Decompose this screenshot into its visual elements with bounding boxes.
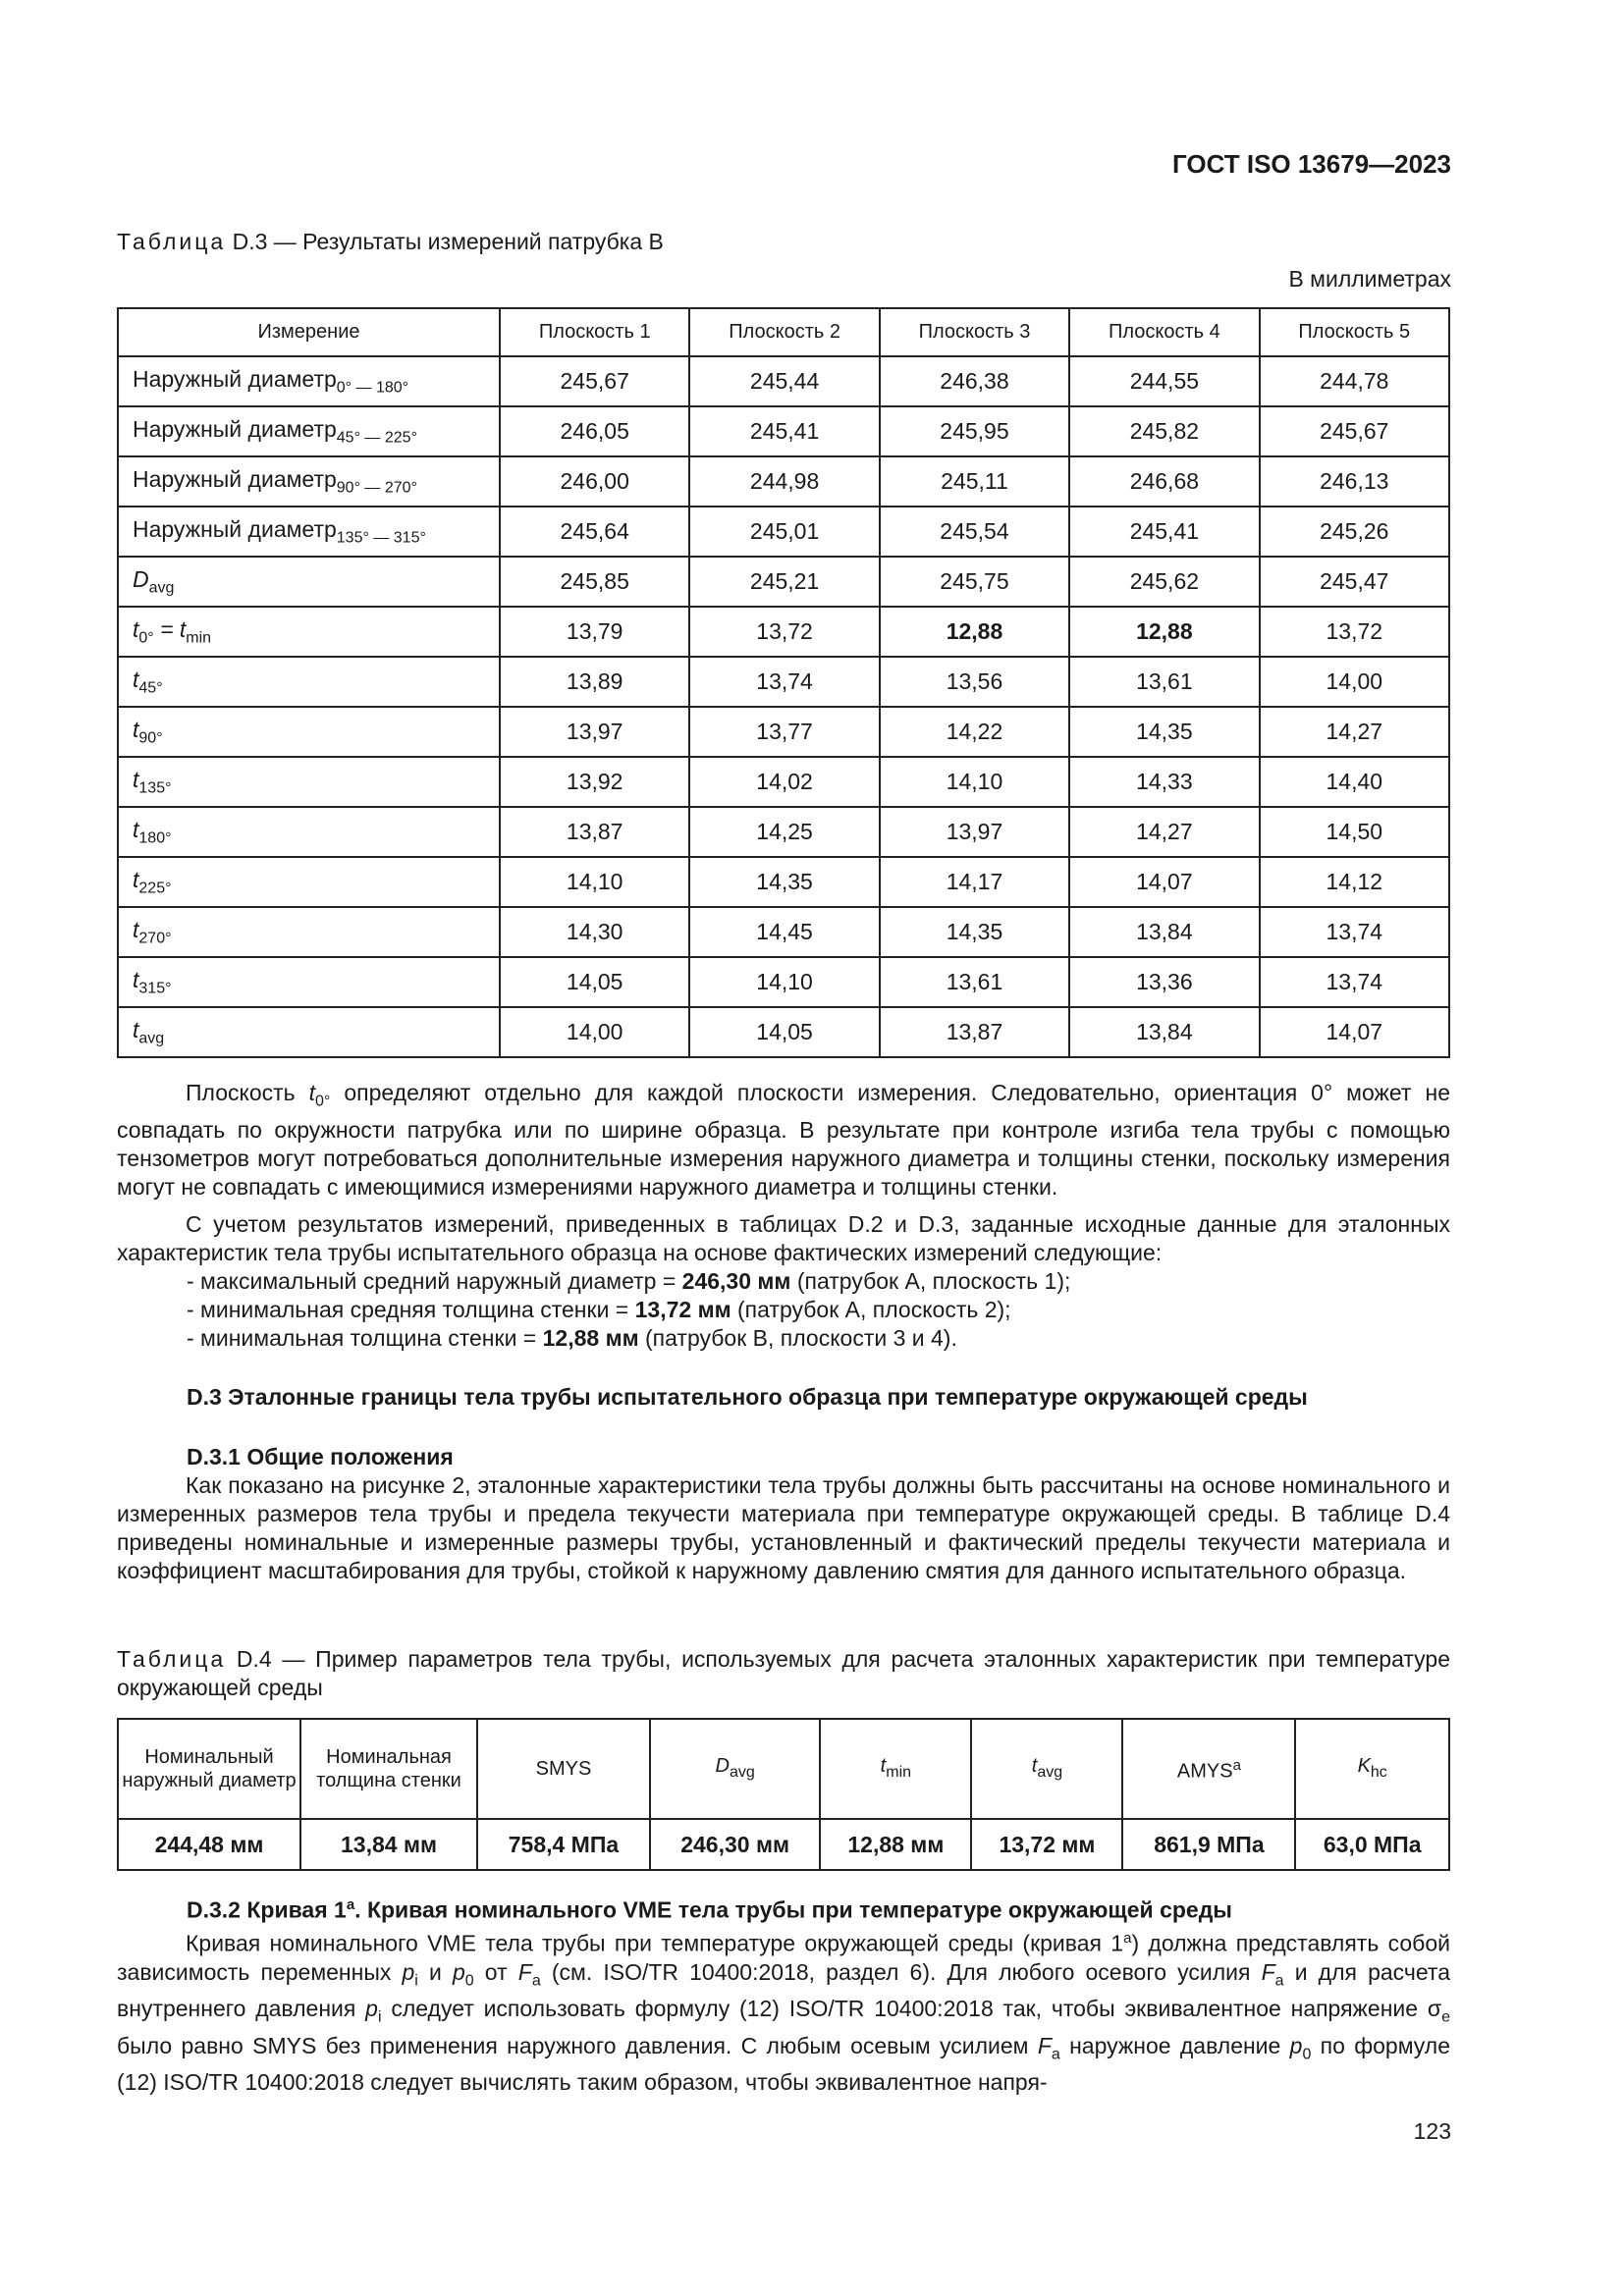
row-label: $t_{180^\circ}$ (118, 807, 500, 857)
list-item: - минимальная толщина стенки = 12,88 мм (патрубок В, плоскости 3 и 4). (187, 1325, 957, 1351)
table-cell: 13,97 (500, 707, 689, 757)
table-row (118, 957, 1449, 1007)
table-cell: 12,88 (880, 607, 1069, 657)
table-row (118, 356, 1449, 406)
table-cell: 245,47 (1260, 557, 1449, 607)
table-cell: 13,79 (500, 607, 689, 657)
column-header: $t_{avg}$ (971, 1719, 1122, 1819)
table-cell: 14,07 (1069, 857, 1259, 907)
table-row (118, 507, 1449, 557)
column-header: Плоскость 5 (1260, 308, 1449, 356)
row-label: Наружный диаметр$_{45^\circ — 225^\circ}$ (118, 406, 500, 456)
table-cell: 13,74 (1260, 907, 1449, 957)
column-header: Номинальный наружный диаметр (118, 1719, 300, 1819)
table-row (118, 557, 1449, 607)
table-cell: 14,00 (500, 1007, 689, 1057)
caption-prefix: Таблица (117, 1646, 227, 1672)
table-cell: 245,75 (880, 557, 1069, 607)
table-cell: 244,48 мм (118, 1819, 300, 1870)
table-cell: 246,13 (1260, 456, 1449, 507)
table-cell: 14,35 (689, 857, 879, 907)
table-cell: 13,74 (1260, 957, 1449, 1007)
column-header: AMYS$^a$ (1122, 1719, 1295, 1819)
table-d3-units: В миллиметрах (1288, 266, 1451, 292)
caption-prefix: Таблица (117, 229, 227, 254)
column-header: $D_{avg}$ (650, 1719, 820, 1819)
list-item: - минимальная средняя толщина стенки = 13,72 мм (патрубок А, плоскость 2); (187, 1297, 1011, 1322)
table-cell: 13,87 (500, 807, 689, 857)
table-cell: 13,84 (1069, 1007, 1259, 1057)
table-cell: 245,44 (689, 356, 879, 406)
column-header: $K_{hc}$ (1295, 1719, 1449, 1819)
table-cell: 246,00 (500, 456, 689, 507)
table-cell: 245,85 (500, 557, 689, 607)
table-cell: 14,27 (1260, 707, 1449, 757)
row-label: $t_{avg}$ (118, 1007, 500, 1057)
table-row (118, 707, 1449, 757)
table-cell: 13,92 (500, 757, 689, 807)
table-cell: 14,10 (880, 757, 1069, 807)
row-label: $D_{avg}$ (118, 557, 500, 607)
table-d3-caption (117, 227, 664, 256)
table-cell: 63,0 МПа (1295, 1819, 1449, 1870)
column-header: $t_{min}$ (820, 1719, 971, 1819)
page-number: 123 (1413, 2118, 1451, 2144)
table-cell: 246,38 (880, 356, 1069, 406)
table-row (118, 1007, 1449, 1057)
table-d4 (117, 1718, 1450, 1871)
table-cell: 13,36 (1069, 957, 1259, 1007)
table-cell: 14,00 (1260, 657, 1449, 707)
table-cell: 245,67 (500, 356, 689, 406)
table-header-row (118, 1719, 1449, 1819)
table-cell: 245,26 (1260, 507, 1449, 557)
table-cell: 245,01 (689, 507, 879, 557)
table-cell: 13,84 (1069, 907, 1259, 957)
table-cell: 13,61 (880, 957, 1069, 1007)
row-label: $t_{225^\circ}$ (118, 857, 500, 907)
paragraph-curve-1: Кривая номинального VME тела трубы при температуре окружающей среды (кривая 1$^a$) должна представлять собой зависимость переменных $p_i$ и $p_0$ от $F_a$ (см. ISO/TR 10400:2018, раздел 6). Для любого осевого усилия $F_a$ и для расчета внутреннего давления $p_i$ следует использовать формулу (12) ISO/TR 10400:2018 так, чтобы эквивалентное напряжение $\sigma_e$ было равно SMYS без применения наружного давления. С любым осевым усилием $F_a$ наружное давление $p_0$ по формуле (12) ISO/TR 10400:2018 следует вычислять таким образом, чтобы эквивалентное напря- (117, 1930, 1451, 2096)
table-cell: 14,02 (689, 757, 879, 807)
table-row (118, 456, 1449, 507)
document-code: ГОСТ ISO 13679—2023 (1171, 149, 1451, 179)
table-cell: 13,89 (500, 657, 689, 707)
table-cell: 14,07 (1260, 1007, 1449, 1057)
table-d3 (117, 307, 1450, 1058)
table-cell: 245,64 (500, 507, 689, 557)
table-cell: 245,82 (1069, 406, 1259, 456)
table-row (118, 757, 1449, 807)
table-cell: 14,33 (1069, 757, 1259, 807)
table-cell: 14,50 (1260, 807, 1449, 857)
table-cell: 246,30 мм (650, 1819, 820, 1870)
list-item: - максимальный средний наружный диаметр = 246,30 мм (патрубок А, плоскость 1); (187, 1268, 1071, 1294)
table-row (118, 807, 1449, 857)
table-cell: 244,78 (1260, 356, 1449, 406)
paragraph-general: Как показано на рисунке 2, эталонные характеристики тела трубы должны быть рассчитаны на основе номинального и измеренных размеров тела трубы и предела текучести материала при температуре окружающей среды. В таблице D.4 приведены номинальные и измеренные размеры трубы, установленный и фактический пределы текучести материала и коэффициент масштабирования для трубы, стойкой к наружному давлению смятия для данного испытательного образца. (117, 1472, 1450, 1583)
table-cell: 14,05 (500, 957, 689, 1007)
table-cell: 244,55 (1069, 356, 1259, 406)
row-label: $t_{270^\circ}$ (118, 907, 500, 957)
table-cell: 12,88 мм (820, 1819, 971, 1870)
section-heading-d32: D.3.2 Кривая 1$^a$. Кривая номинального VME тела трубы при температуре окружающей среды (187, 1896, 1232, 1923)
table-cell: 14,35 (1069, 707, 1259, 757)
table-cell: 14,45 (689, 907, 879, 957)
table-cell: 13,74 (689, 657, 879, 707)
table-cell: 245,67 (1260, 406, 1449, 456)
column-header: Номинальная толщина стенки (300, 1719, 477, 1819)
table-cell: 14,25 (689, 807, 879, 857)
table-cell: 14,30 (500, 907, 689, 957)
table-d4-caption (117, 1645, 1450, 1702)
table-cell: 246,68 (1069, 456, 1259, 507)
table-cell: 13,77 (689, 707, 879, 757)
row-label: Наружный диаметр$_{135^\circ — 315^\circ}$ (118, 507, 500, 557)
paragraph-plane-note: Плоскость $t_{0^\circ}$ определяют отдельно для каждой плоскости измерения. Следовательно, ориентация 0° может не совпадать по окружности патрубка или по ширине образца. В результате при контроле изгиба тела трубы с помощью тензометров могут потребоваться дополнительные измерения наружного диаметра и толщины стенки, поскольку измерения могут не совпадать с имеющимися измерениями наружного диаметра и толщины стенки. (117, 1080, 1450, 1200)
row-label: $t_{90^\circ}$ (118, 707, 500, 757)
table-cell: 245,62 (1069, 557, 1259, 607)
table-row (118, 657, 1449, 707)
table-cell: 14,40 (1260, 757, 1449, 807)
table-cell: 13,84 мм (300, 1819, 477, 1870)
column-header: SMYS (477, 1719, 650, 1819)
table-row (118, 857, 1449, 907)
column-header: Плоскость 1 (500, 308, 689, 356)
table-cell: 13,87 (880, 1007, 1069, 1057)
table-cell: 246,05 (500, 406, 689, 456)
table-cell: 13,61 (1069, 657, 1259, 707)
column-header: Плоскость 4 (1069, 308, 1259, 356)
row-label: $t_{45^\circ}$ (118, 657, 500, 707)
table-cell: 244,98 (689, 456, 879, 507)
caption-text: D.4 — Пример параметров тела трубы, используемых для расчета эталонных характеристик при температуре окружающей среды (117, 1646, 1450, 1700)
table-row (118, 1819, 1449, 1870)
table-cell: 14,05 (689, 1007, 879, 1057)
table-row (118, 607, 1449, 657)
row-label: Наружный диаметр$_{90^\circ — 270^\circ}$ (118, 456, 500, 507)
table-cell: 14,22 (880, 707, 1069, 757)
paragraph-input-data: С учетом результатов измерений, приведенных в таблицах D.2 и D.3, заданные исходные данные для эталонных характеристик тела трубы испытательного образца на основе фактических измерений следующие: (117, 1211, 1450, 1265)
table-cell: 14,17 (880, 857, 1069, 907)
table-cell: 13,72 мм (971, 1819, 1122, 1870)
table-cell: 13,72 (689, 607, 879, 657)
table-row (118, 406, 1449, 456)
table-cell: 14,27 (1069, 807, 1259, 857)
table-cell: 13,72 (1260, 607, 1449, 657)
table-cell: 245,54 (880, 507, 1069, 557)
table-cell: 13,56 (880, 657, 1069, 707)
table-cell: 12,88 (1069, 607, 1259, 657)
table-header-row (118, 308, 1449, 356)
row-label: $t_{135^\circ}$ (118, 757, 500, 807)
table-cell: 245,11 (880, 456, 1069, 507)
table-cell: 245,95 (880, 406, 1069, 456)
table-cell: 245,21 (689, 557, 879, 607)
column-header: Плоскость 3 (880, 308, 1069, 356)
table-cell: 14,35 (880, 907, 1069, 957)
section-heading-d3: D.3 Эталонные границы тела трубы испытательного образца при температуре окружающей среды (187, 1384, 1308, 1410)
table-cell: 758,4 МПа (477, 1819, 650, 1870)
column-header: Плоскость 2 (689, 308, 879, 356)
table-row (118, 907, 1449, 957)
table-cell: 14,12 (1260, 857, 1449, 907)
table-cell: 245,41 (1069, 507, 1259, 557)
section-heading-d31: D.3.1 Общие положения (187, 1444, 454, 1469)
row-label: $t_{0^\circ} = t_{min}$ (118, 607, 500, 657)
table-cell: 14,10 (689, 957, 879, 1007)
row-label: $t_{315^\circ}$ (118, 957, 500, 1007)
row-label: Наружный диаметр$_{0^\circ — 180^\circ}$ (118, 356, 500, 406)
column-header: Измерение (118, 308, 500, 356)
table-cell: 245,41 (689, 406, 879, 456)
caption-text: D.3 — Результаты измерений патрубка B (226, 229, 664, 254)
table-cell: 861,9 МПа (1122, 1819, 1295, 1870)
table-cell: 13,97 (880, 807, 1069, 857)
table-cell: 14,10 (500, 857, 689, 907)
